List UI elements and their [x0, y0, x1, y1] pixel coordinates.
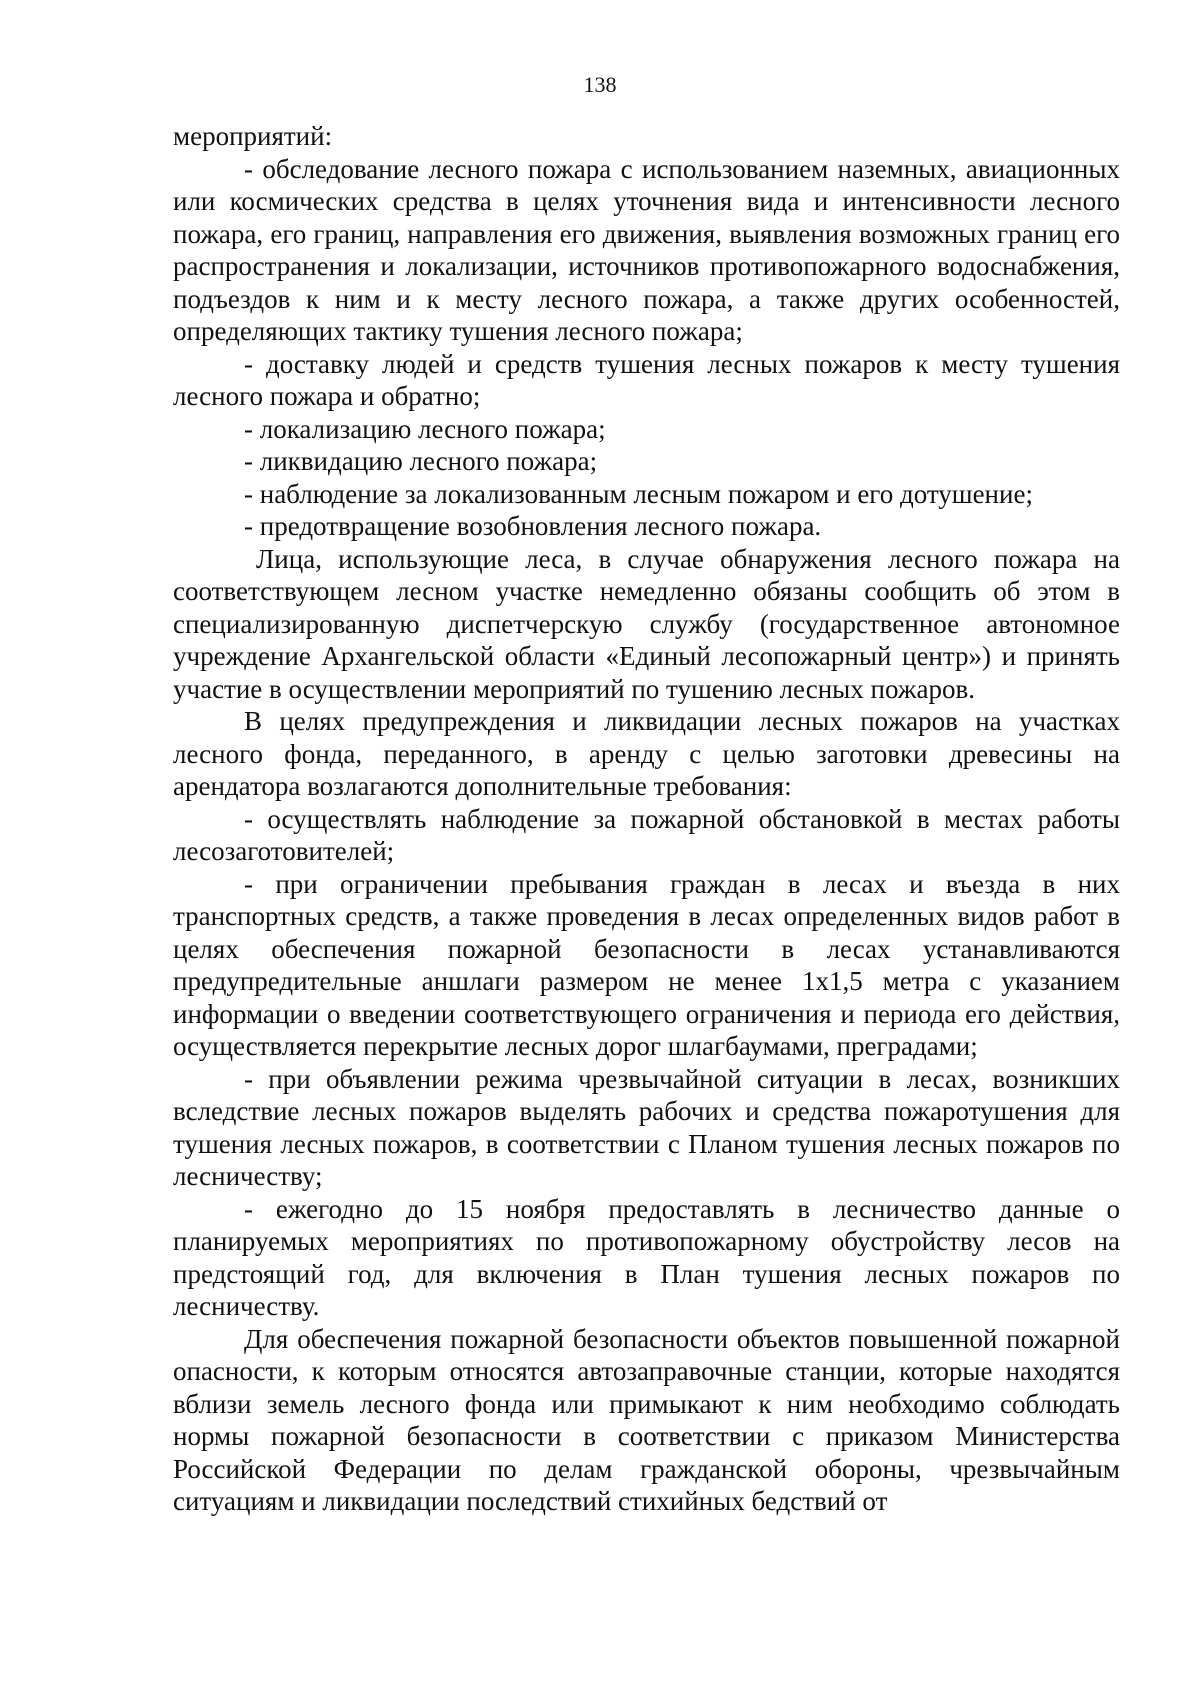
list-item-monitoring: - осуществлять наблюдение за пожарной обстановкой в местах работы лесозаготовителей; [173, 803, 1120, 866]
list-item-delivery: - доставку людей и средств тушения лесных пожаров к месту тушения лесного пожара и обратно; [173, 348, 1120, 411]
list-item-observation: - наблюдение за локализованным лесным пожаром и его дотушение; [244, 478, 1033, 509]
list-item-survey: - обследование лесного пожара с использованием наземных, авиационных или космических средства в целях уточнения вида и интенсивности лесного пожара, его границ, направления его движения, выявления возможных границ его распространения и локализации, источников противопожарного водоснабжения, подъездов к ним и к месту лесного пожара, а также других особенностей, определяющих тактику тушения лесного пожара; [173, 153, 1120, 346]
list-item-emergency: - при объявлении режима чрезвычайной ситуации в лесах, возникших вследствие лесных пожаров выделять рабочих и средства пожаротушения для тушения лесных пожаров, в соответствии с Планом тушения лесных пожаров по лесничеству; [173, 1063, 1120, 1191]
list-item-liquidation: - ликвидацию лесного пожара; [244, 446, 598, 476]
document-body [173, 120, 1120, 1518]
paragraph-lease-requirements: В целях предупреждения и ликвидации лесных пожаров на участках лесного фонда, переданного, в аренду с целью заготовки древесины на арендатора возлагаются дополнительные требования: [173, 706, 1120, 801]
paragraph-forest-users: Лица, использующие леса, в случае обнаружения лесного пожара на соответствующем лесном участке немедленно обязаны сообщить об этом в специализированную диспетчерскую службу (государственное автономное учреждение Архангельской области «Единый лесопожарный центр») и принять участие в осуществлении мероприятий по тушению лесных пожаров. [173, 543, 1120, 704]
paragraph-fuel-stations: Для обеспечения пожарной безопасности объектов повышенной пожарной опасности, к которым относятся автозаправочные станции, которые находятся вблизи земель лесного фонда или примыкают к ним необходимо соблюдать нормы пожарной безопасности в соответствии с приказом Министерства Российской Федерации по делам гражданской обороны, чрезвычайным ситуациям и ликвидации последствий стихийных бедствий от [173, 1323, 1120, 1516]
list-item-prevention: - предотвращение возобновления лесного пожара. [244, 511, 822, 541]
page-number: 138 [583, 72, 617, 97]
list-item-restrictions: - при ограничении пребывания граждан в лесах и въезда в них транспортных средств, а также проведения в лесах определенных видов работ в целях обеспечения пожарной безопасности в лесах устанавливаются предупредительные аншлаги размером не менее 1х1,5 метра с указанием информации о введении соответствующего ограничения и периода его действия, осуществляется перекрытие лесных дорог шлагбаумами, преградами; [173, 868, 1120, 1061]
list-item-localization: - локализацию лесного пожара; [244, 413, 606, 444]
paragraph-continuation: мероприятий: [173, 121, 333, 151]
list-item-annual-report: - ежегодно до 15 ноября предоставлять в лесничество данные о планируемых мероприятиях по противопожарному обустройству лесов на предстоящий год, для включения в План тушения лесных пожаров по лесничеству. [173, 1193, 1120, 1321]
